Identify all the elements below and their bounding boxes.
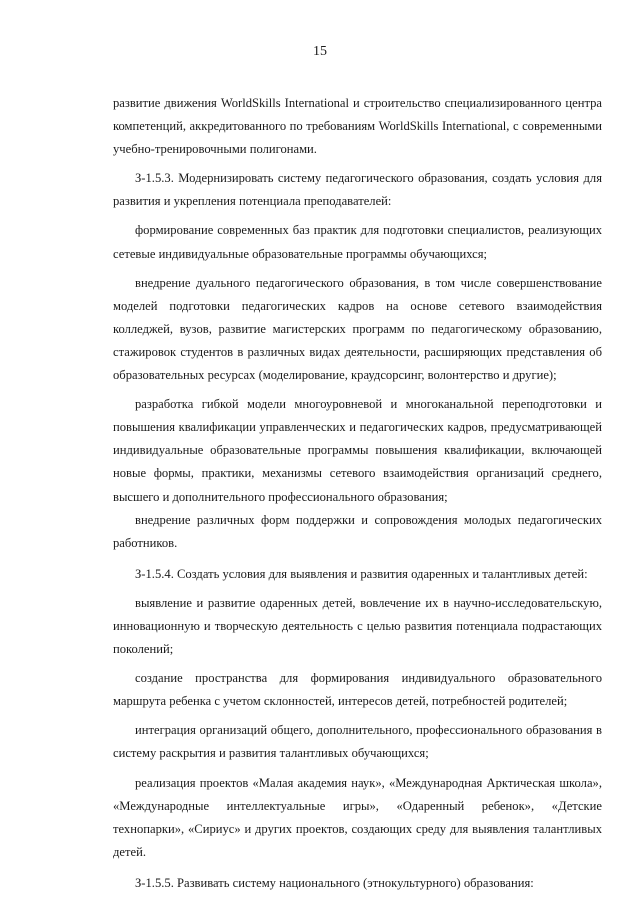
- paragraph-integration: интеграция организаций общего, дополнительного, профессионального образования в систему раскрытия и развития талантливых обучающихся;: [113, 723, 602, 761]
- document-body: [113, 92, 602, 895]
- paragraph-z-1-5-4: З-1.5.4. Создать условия для выявления и развития одаренных и талантливых детей:: [135, 566, 588, 581]
- page-number: 15: [313, 44, 327, 59]
- paragraph-individual-route: создание пространства для формирования индивидуального образовательного маршрута ребенка с учетом склонностей, интересов детей, потребностей родителей;: [113, 671, 602, 709]
- paragraph-practice-bases: формирование современных баз практик для подготовки специалистов, реализующих сетевые индивидуальные образовательные программы обучающихся;: [113, 223, 602, 261]
- paragraph-z-1-5-3: З-1.5.3. Модернизировать систему педагогического образования, создать условия для развития и укрепления потенциала преподавателей:: [113, 171, 602, 209]
- paragraph-gifted-children: выявление и развитие одаренных детей, вовлечение их в научно-исследовательскую, инновационную и творческую деятельность с целью развития потенциала подрастающих поколений;: [113, 595, 602, 657]
- paragraph-projects: реализация проектов «Малая академия наук», «Международная Арктическая школа», «Международные интеллектуальные игры», «Одаренный ребенок», «Детские технопарки», «Сириус» и других проектов, создающих среду для выявления талантливых детей.: [113, 775, 602, 859]
- paragraph-z-1-5-5: З-1.5.5. Развивать систему национального (этнокультурного) образования:: [135, 875, 534, 890]
- paragraph-flexible-model: разработка гибкой модели многоуровневой и многоканальной переподготовки и повышения квалификации управленческих и педагогических кадров, предусматривающей индивидуальные образовательные программы повышения квалификации, включающей новые формы, практики, механизмы сетевого взаимодействия организаций среднего, высшего и дополнительного профессионального образования;: [113, 397, 602, 504]
- paragraph-dual-education: внедрение дуального педагогического образования, в том числе совершенствование моделей подготовки педагогических кадров на основе сетевого взаимодействия колледжей, вузов, развитие магистерских программ по педагогическому образованию, стажировок студентов в различных видах деятельности, расширяющих представления об образовательных ресурсах (моделирование, краудсорсинг, волонтерство и другие);: [113, 275, 602, 383]
- paragraph-worldskills: развитие движения WorldSkills International и строительство специализированного центра компетенций, аккредитованного по требованиям WorldSkills International, с современными учебно-тренировочными полигонами.: [113, 96, 602, 157]
- paragraph-young-teachers: внедрение различных форм поддержки и сопровождения молодых педагогических работников.: [113, 512, 602, 550]
